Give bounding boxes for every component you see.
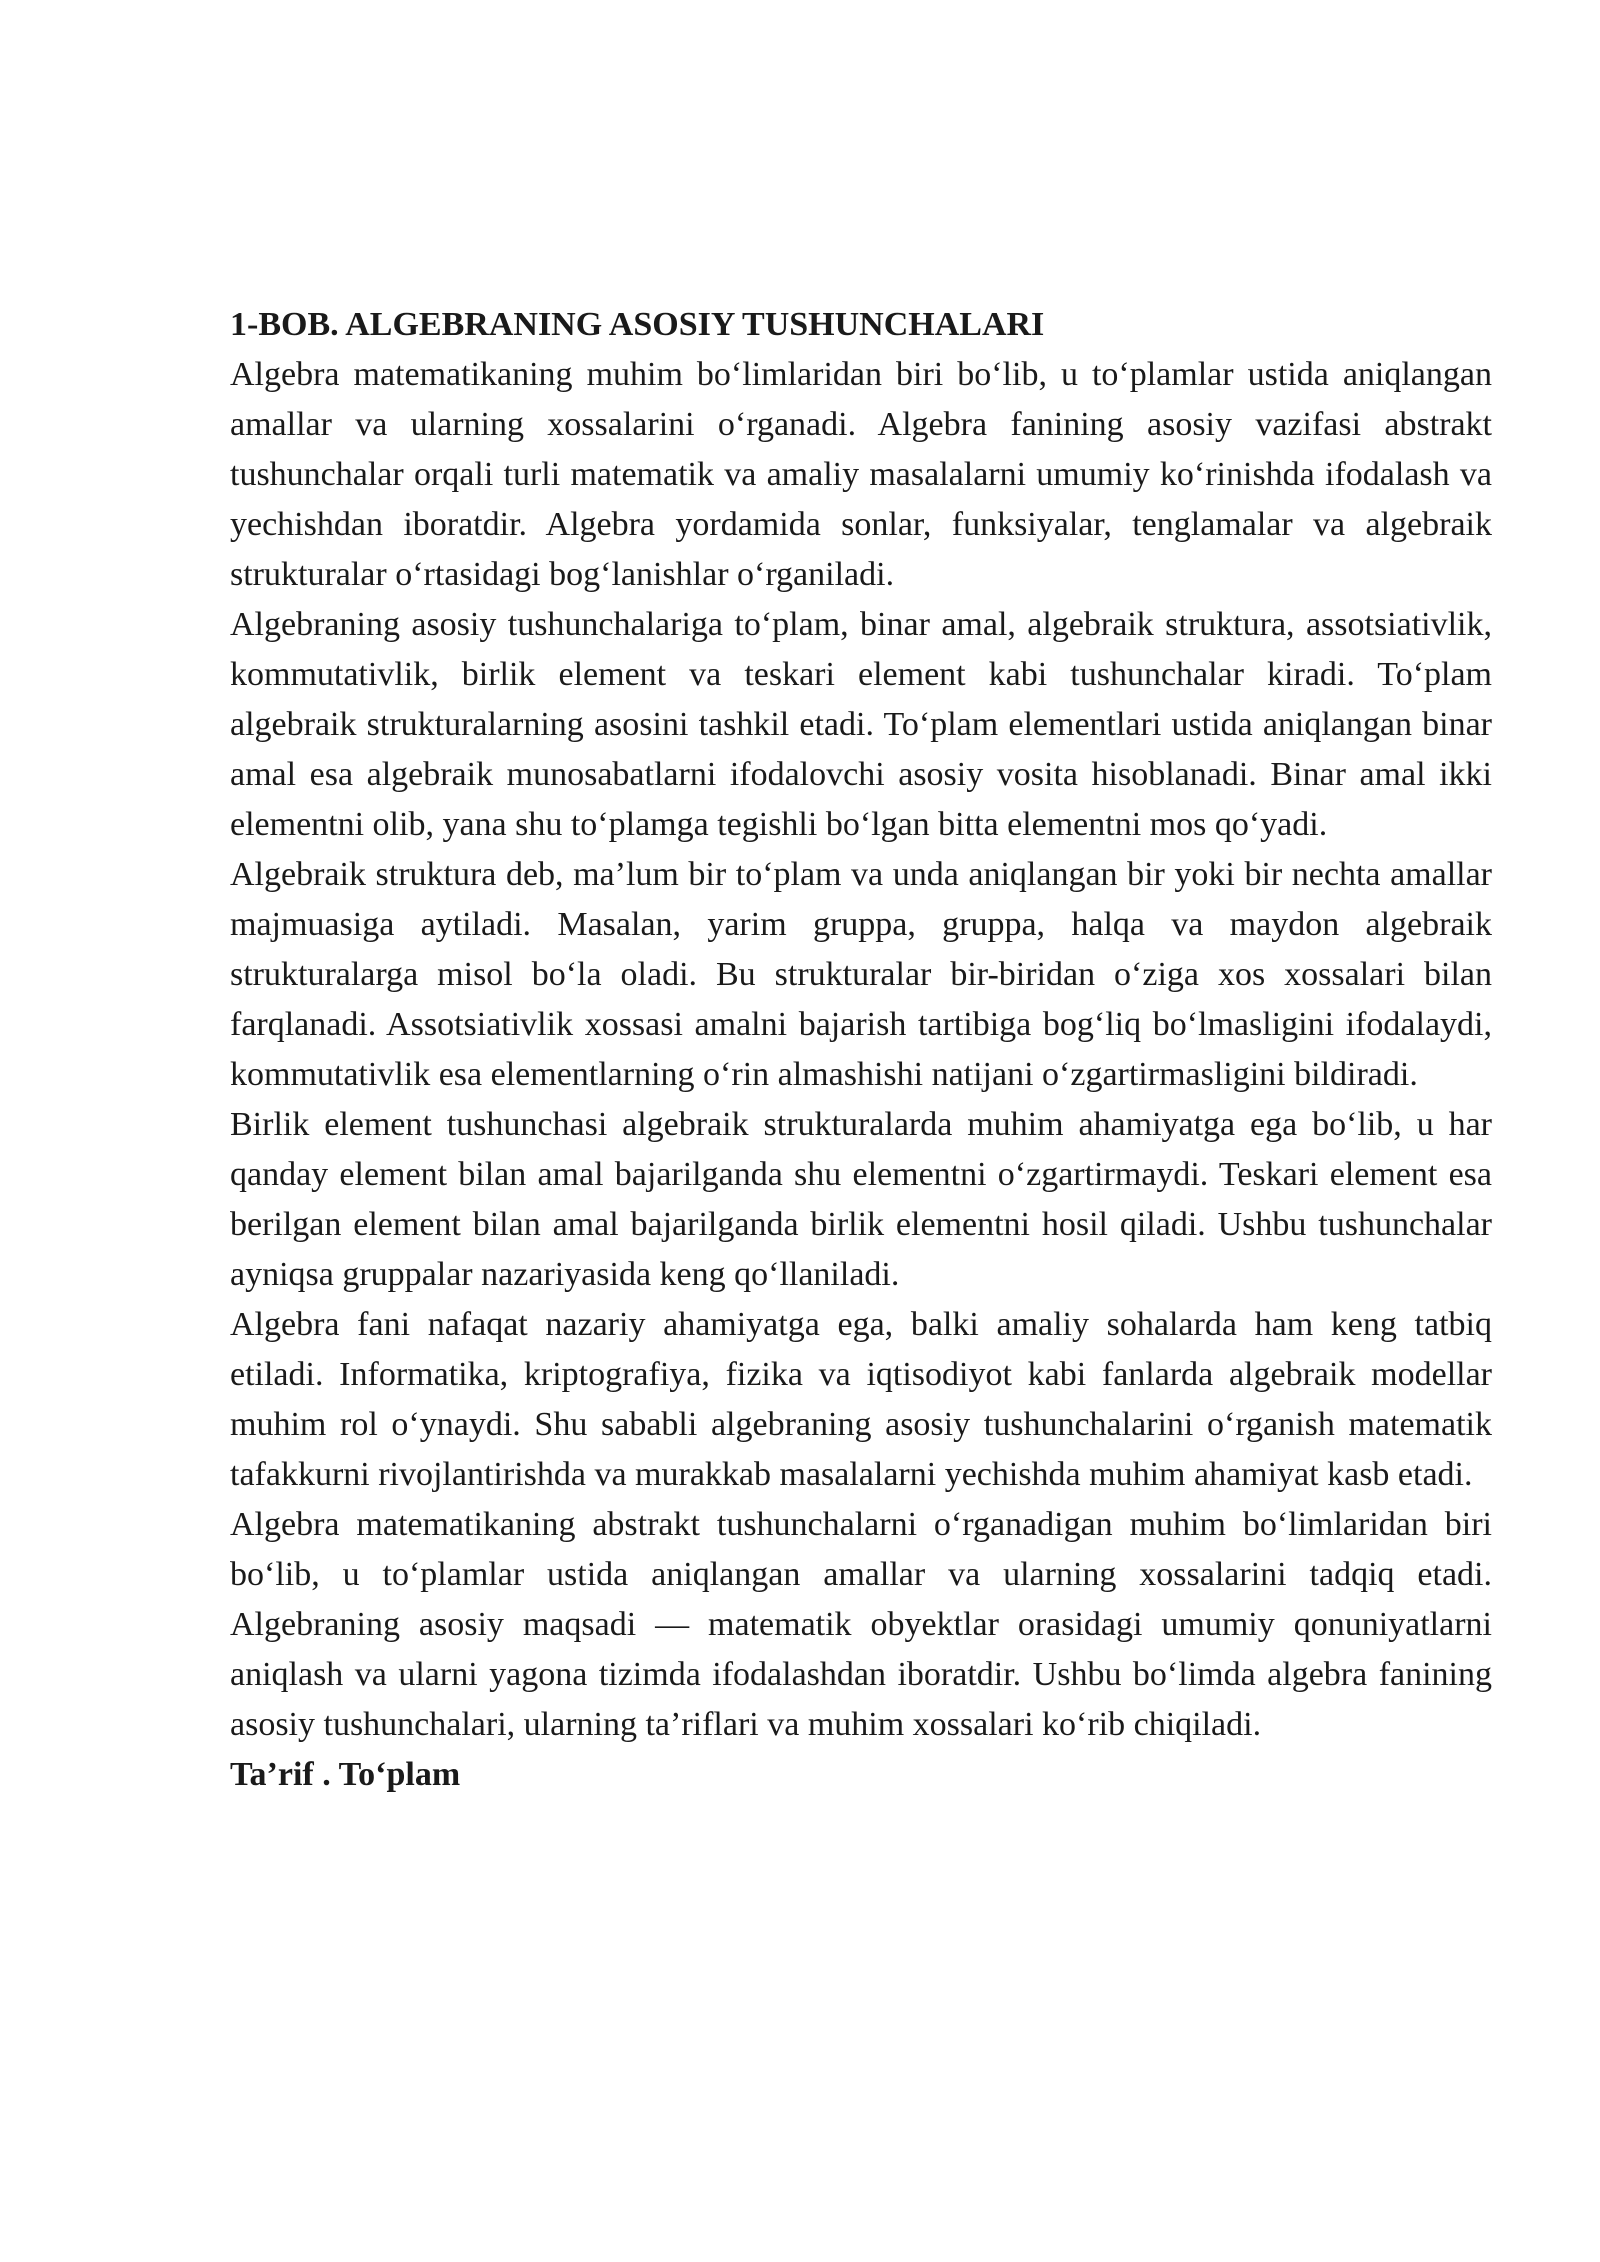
paragraph-6: Algebra matematikaning abstrakt tushunchalarni o‘rganadigan muhim bo‘limlaridan biri bo‘lib, u to‘plamlar ustida aniqlangan amallar va ularning xossalarini tadqiq etadi. Algebraning asosiy maqsadi — matematik obyektlar orasidagi umumiy qonuniyatlarni aniqlash va ularni yagona tizimda ifodalashdan iboratdir. Ushbu bo‘limda algebra fanining asosiy tushunchalari, ularning ta’riflari va muhim xossalari ko‘rib chiqiladi. bbox=[230, 1506, 1492, 1743]
paragraph-1: Algebra matematikaning muhim bo‘limlaridan biri bo‘lib, u to‘plamlar ustida aniqlangan amallar va ularning xossalarini o‘rganadi. Algebra fanining asosiy vazifasi abstrakt tushunchalar orqali turli matematik va amaliy masalalarni umumiy ko‘rinishda ifodalash va yechishdan iboratdir. Algebra yordamida sonlar, funksiyalar, tenglamalar va algebraik strukturalar o‘rtasidagi bog‘lanishlar o‘rganiladi. bbox=[230, 356, 1492, 593]
chapter-heading: 1-BOB. ALGEBRANING ASOSIY TUSHUNCHALARI bbox=[230, 306, 1045, 343]
document-page bbox=[230, 300, 1492, 1800]
paragraph-2: Algebraning asosiy tushunchalariga to‘plam, binar amal, algebraik struktura, assotsiativlik, kommutativlik, birlik element va teskari element kabi tushunchalar kiradi. To‘plam algebraik strukturalarning asosini tashkil etadi. To‘plam elementlari ustida aniqlangan binar amal esa algebraik munosabatlarni ifodalovchi asosiy vosita hisoblanadi. Binar amal ikki elementni olib, yana shu to‘plamga tegishli bo‘lgan bitta elementni mos qo‘yadi. bbox=[230, 606, 1492, 843]
definition-subheading: Ta’rif . To‘plam bbox=[230, 1756, 461, 1793]
paragraph-4: Birlik element tushunchasi algebraik strukturalarda muhim ahamiyatga ega bo‘lib, u har qanday element bilan amal bajarilganda shu elementni o‘zgartirmaydi. Teskari element esa berilgan element bilan amal bajarilganda birlik elementni hosil qiladi. Ushbu tushunchalar ayniqsa gruppalar nazariyasida keng qo‘llaniladi. bbox=[230, 1106, 1492, 1293]
paragraph-3: Algebraik struktura deb, ma’lum bir to‘plam va unda aniqlangan bir yoki bir nechta amallar majmuasiga aytiladi. Masalan, yarim gruppa, gruppa, halqa va maydon algebraik strukturalarga misol bo‘la oladi. Bu strukturalar bir-biridan o‘ziga xos xossalari bilan farqlanadi. Assotsiativlik xossasi amalni bajarish tartibiga bog‘liq bo‘lmasligini ifodalaydi, kommutativlik esa elementlarning o‘rin almashishi natijani o‘zgartirmasligini bildiradi. bbox=[230, 856, 1492, 1093]
paragraph-5: Algebra fani nafaqat nazariy ahamiyatga ega, balki amaliy sohalarda ham keng tatbiq etiladi. Informatika, kriptografiya, fizika va iqtisodiyot kabi fanlarda algebraik modellar muhim rol o‘ynaydi. Shu sababli algebraning asosiy tushunchalarini o‘rganish matematik tafakkurni rivojlantirishda va murakkab masalalarni yechishda muhim ahamiyat kasb etadi. bbox=[230, 1306, 1492, 1493]
